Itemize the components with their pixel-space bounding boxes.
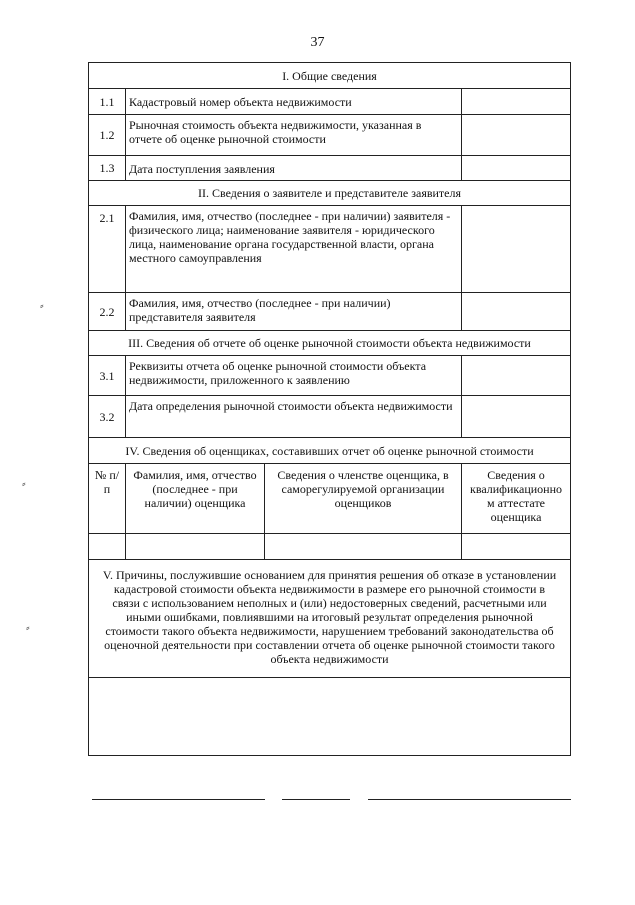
data-cell[interactable] (265, 534, 462, 560)
column-header-number: № п/п (89, 464, 126, 534)
data-cell[interactable] (89, 534, 126, 560)
row-number: 3.2 (89, 396, 126, 438)
signature-line-signature[interactable] (282, 799, 350, 800)
row-number: 1.2 (89, 115, 126, 156)
section-3-title: III. Сведения об отчете об оценке рыночной стоимости объекта недвижимости (89, 331, 571, 356)
row-label: Дата определения рыночной стоимости объекта недвижимости (126, 396, 462, 438)
table-row (89, 396, 571, 438)
section-5-title: V. Причины, послужившие основанием для принятия решения об отказе в установлении кадастровой стоимости объекта недвижимости в размере его рыночной стоимости в связи с использованием неполных и (или) недостоверных сведений, расчетными или иными ошибками, повлиявшими на итоговый результат определения рыночной стоимости такого объекта недвижимости, нарушением требований законодательства об оценочной деятельности при составлении отчета об оценке рыночной стоимости такого объекта недвижимости (89, 560, 571, 678)
row-label: Рыночная стоимость объекта недвижимости, указанная в отчете об оценке рыночной стоимости (126, 115, 462, 156)
page-number: 37 (310, 35, 325, 50)
table-row (89, 89, 571, 115)
signature-line-position[interactable] (92, 799, 265, 800)
value-cell[interactable] (462, 156, 571, 181)
row-label: Фамилия, имя, отчество (последнее - при наличии) представителя заявителя (126, 293, 462, 331)
section-4-title: IV. Сведения об оценщиках, составивших отчет об оценке рыночной стоимости (89, 438, 571, 464)
row-number: 3.1 (89, 356, 126, 396)
margin-mark: ⸗ (26, 622, 30, 634)
row-label: Фамилия, имя, отчество (последнее - при наличии) заявителя - физического лица; наименование заявителя - юридического лица, наименование органа государственной власти, органа местного самоуправления (126, 206, 462, 293)
margin-mark: ⸗ (40, 300, 44, 312)
table-header-row (89, 464, 571, 534)
row-number: 2.1 (89, 206, 126, 293)
row-number: 1.3 (89, 156, 126, 181)
table-row (89, 206, 571, 293)
margin-mark: ⸗ (22, 478, 26, 490)
reasons-text-area[interactable] (89, 678, 571, 756)
table-row (89, 356, 571, 396)
row-number: 2.2 (89, 293, 126, 331)
data-cell[interactable] (126, 534, 265, 560)
table-row (89, 293, 571, 331)
value-cell[interactable] (462, 89, 571, 115)
section-1-title: I. Общие сведения (89, 63, 571, 89)
column-header-appraiser-name: Фамилия, имя, отчество (последнее - при наличии) оценщика (126, 464, 265, 534)
section-2-title: II. Сведения о заявителе и представителе заявителя (89, 181, 571, 206)
row-label: Кадастровый номер объекта недвижимости (126, 89, 462, 115)
column-header-sro-membership: Сведения о членстве оценщика, в саморегулируемой организации оценщиков (265, 464, 462, 534)
cadastral-value-refusal-form (88, 62, 571, 756)
value-cell[interactable] (462, 206, 571, 293)
table-row (89, 156, 571, 181)
signature-line-name[interactable] (368, 799, 571, 800)
data-cell[interactable] (462, 534, 571, 560)
table-row (89, 115, 571, 156)
row-label: Реквизиты отчета об оценке рыночной стоимости объекта недвижимости, приложенного к заявлению (126, 356, 462, 396)
value-cell[interactable] (462, 293, 571, 331)
row-number: 1.1 (89, 89, 126, 115)
row-label: Дата поступления заявления (126, 156, 462, 181)
column-header-qualification-certificate: Сведения о квалификационно м аттестате оценщика (462, 464, 571, 534)
table-row (89, 534, 571, 560)
value-cell[interactable] (462, 396, 571, 438)
value-cell[interactable] (462, 356, 571, 396)
value-cell[interactable] (462, 115, 571, 156)
